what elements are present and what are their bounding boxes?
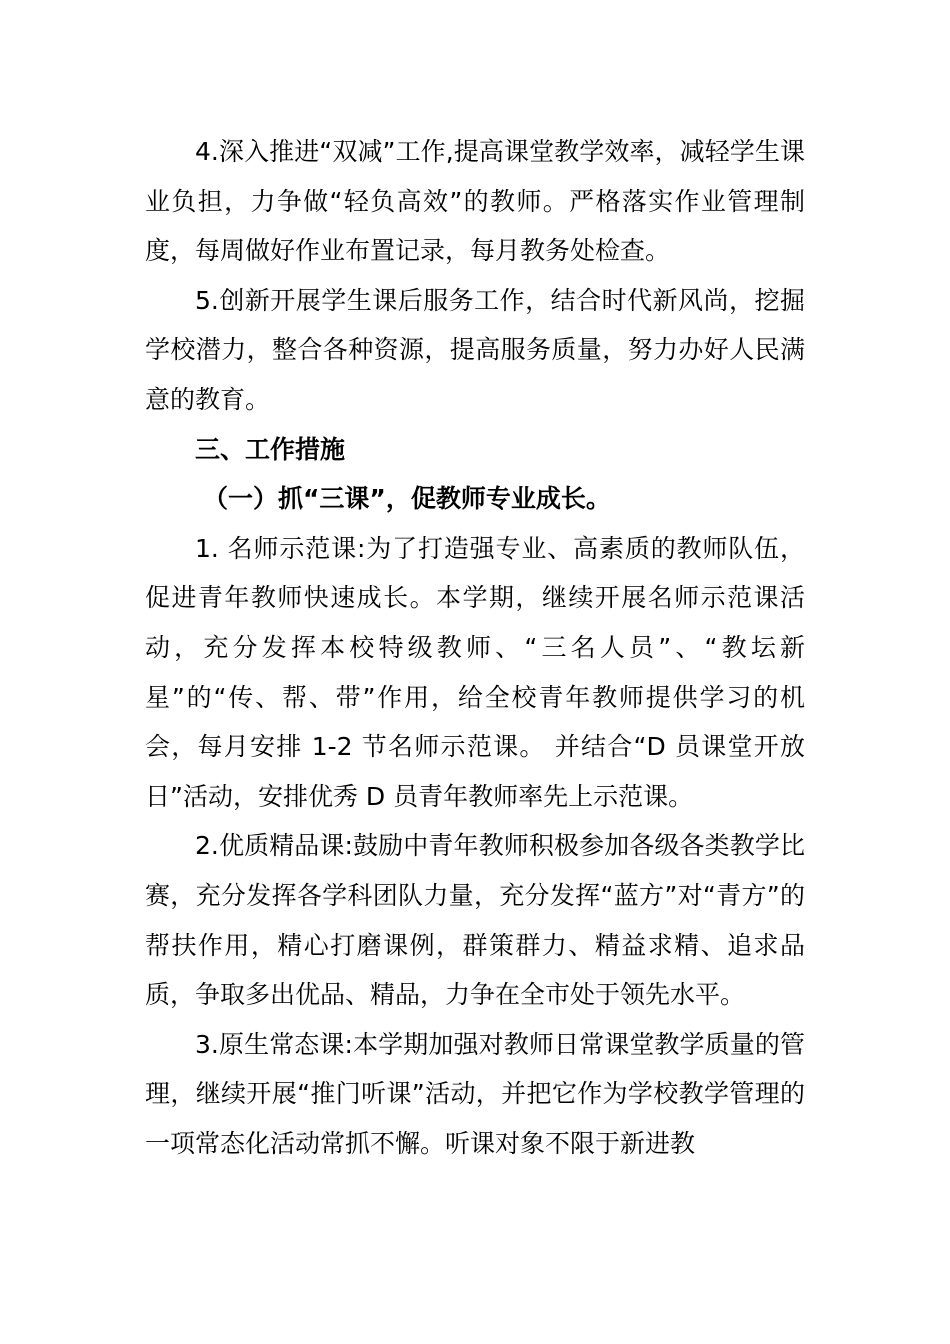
section-heading-work-measures: 三、工作措施 — [195, 434, 346, 464]
paragraph-after-school-service: 5.创新开展学生课后服务工作，结合时代新风尚，挖掘学校潜力，整合各种资源，提高服务质量，努力办好人民满意的教育。 — [145, 285, 805, 414]
document-page — [145, 127, 805, 1168]
paragraph-double-reduction: 4.深入推进“双减”工作,提高课堂教学效率，减轻学生课业负担，力争做“轻负高效”的教师。严格落实作业管理制度，每周做好作业布置记录，每月教务处检查。 — [145, 137, 805, 266]
subsection-heading-three-lessons: （一）抓“三课”，促教师专业成长。 — [203, 484, 611, 514]
paragraph-routine-lesson: 3.原生常态课:本学期加强对教师日常课堂教学质量的管理，继续开展“推门听课”活动，并把它作为学校教学管理的一项常态化活动常抓不懈。听课对象不限于新进教 — [145, 1029, 805, 1158]
paragraph-master-demo-lesson: 1. 名师示范课:为了打造强专业、高素质的教师队伍，促进青年教师快速成长。本学期，继续开展名师示范课活动，充分发挥本校特级教师、“三名人员”、“教坛新星”的“传、帮、带”作用，给全校青年教师提供学习的机会，每月安排 1-2 节名师示范课。 并结合“D 员课堂开放日”活动，安排优秀 D 员青年教师率先上示范课。 — [145, 533, 805, 811]
paragraph-quality-lesson: 2.优质精品课:鼓励中青年教师积极参加各级各类教学比赛，充分发挥各学科团队力量，充分发挥“蓝方”对“青方”的帮扶作用，精心打磨课例，群策群力、精益求精、追求品质，争取多出优品、精品，力争在全市处于领先水平。 — [145, 831, 805, 1010]
